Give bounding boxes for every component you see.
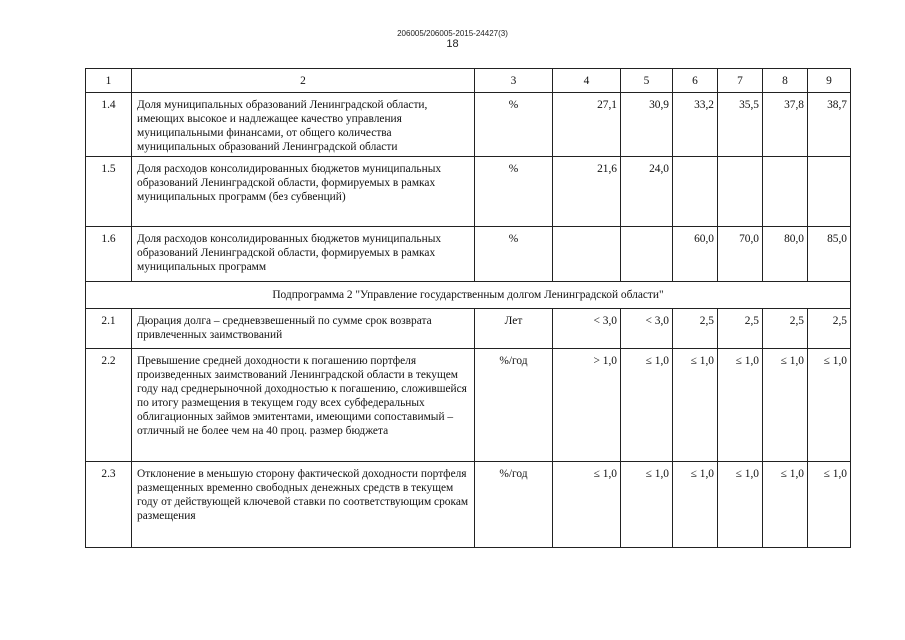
value-cell: ≤ 1,0 xyxy=(621,462,673,548)
value-cell: ≤ 1,0 xyxy=(808,349,851,462)
value-cell xyxy=(763,157,808,227)
indicator-name: Доля расходов консолидированных бюджетов муниципальных образований Ленинградской области, формируемых в рамках муниципальных программ (без субвенций) xyxy=(132,157,475,227)
value-cell: > 1,0 xyxy=(553,349,621,462)
indicators-table xyxy=(85,68,851,548)
value-cell: 33,2 xyxy=(673,93,718,157)
subprogram-title: Подпрограмма 2 "Управление государственным долгом Ленинградской области" xyxy=(86,282,851,309)
value-cell: ≤ 1,0 xyxy=(673,349,718,462)
value-cell: ≤ 1,0 xyxy=(718,349,763,462)
table-row xyxy=(86,462,851,548)
value-cell: < 3,0 xyxy=(621,309,673,349)
page-number: 18 xyxy=(446,38,459,50)
indicator-name: Превышение средней доходности к погашению портфеля произведенных заимствований Ленинградской области в текущем году над среднерыночной доходностью к погашению, сложившейся по итогу размещения в текущем году всех субфедеральных облигационных займов эмитентами, имеющими сопоставимый – отличный не более чем на 40 проц. размер бюджета xyxy=(132,349,475,462)
value-cell: ≤ 1,0 xyxy=(763,349,808,462)
subprogram-row xyxy=(86,282,851,309)
indicator-name: Отклонение в меньшую сторону фактической доходности портфеля размещенных временно свободных денежных средств в текущем году от действующей ключевой ставки по соответствующим срокам размещения xyxy=(132,462,475,548)
value-cell: ≤ 1,0 xyxy=(763,462,808,548)
value-cell: ≤ 1,0 xyxy=(621,349,673,462)
value-cell: 38,7 xyxy=(808,93,851,157)
value-cell: 85,0 xyxy=(808,227,851,282)
value-cell xyxy=(553,227,621,282)
indicator-name: Доля муниципальных образований Ленинградской области, имеющих высокое и надлежащее качество управления муниципальными финансами, от общего количества муниципальных образований Ленинградской области xyxy=(132,93,475,157)
value-cell: 60,0 xyxy=(673,227,718,282)
row-number: 2.1 xyxy=(86,309,132,349)
row-number: 2.3 xyxy=(86,462,132,548)
row-number: 1.5 xyxy=(86,157,132,227)
unit-cell: Лет xyxy=(475,309,553,349)
value-cell: ≤ 1,0 xyxy=(553,462,621,548)
value-cell: 24,0 xyxy=(621,157,673,227)
value-cell: 37,8 xyxy=(763,93,808,157)
value-cell: 2,5 xyxy=(763,309,808,349)
value-cell xyxy=(808,157,851,227)
value-cell: 2,5 xyxy=(808,309,851,349)
value-cell: 30,9 xyxy=(621,93,673,157)
unit-cell: % xyxy=(475,227,553,282)
document-code: 206005/206005-2015-24427(3) xyxy=(397,29,508,38)
column-header: 1 xyxy=(86,69,132,93)
unit-cell: % xyxy=(475,157,553,227)
table-row xyxy=(86,157,851,227)
column-numbers-row xyxy=(86,69,851,93)
value-cell: < 3,0 xyxy=(553,309,621,349)
row-number: 1.6 xyxy=(86,227,132,282)
row-number: 2.2 xyxy=(86,349,132,462)
column-header: 5 xyxy=(621,69,673,93)
column-header: 9 xyxy=(808,69,851,93)
indicator-name: Дюрация долга – средневзвешенный по сумме срок возврата привлеченных заимствований xyxy=(132,309,475,349)
value-cell: 27,1 xyxy=(553,93,621,157)
value-cell: 2,5 xyxy=(718,309,763,349)
value-cell xyxy=(673,157,718,227)
table-row xyxy=(86,349,851,462)
column-header: 2 xyxy=(132,69,475,93)
row-number: 1.4 xyxy=(86,93,132,157)
column-header: 6 xyxy=(673,69,718,93)
value-cell: ≤ 1,0 xyxy=(718,462,763,548)
value-cell: 80,0 xyxy=(763,227,808,282)
table-row xyxy=(86,93,851,157)
value-cell xyxy=(621,227,673,282)
unit-cell: % xyxy=(475,93,553,157)
table-row xyxy=(86,227,851,282)
unit-cell: %/год xyxy=(475,349,553,462)
value-cell: 21,6 xyxy=(553,157,621,227)
value-cell: ≤ 1,0 xyxy=(808,462,851,548)
column-header: 7 xyxy=(718,69,763,93)
column-header: 3 xyxy=(475,69,553,93)
table-row xyxy=(86,309,851,349)
value-cell xyxy=(718,157,763,227)
value-cell: 35,5 xyxy=(718,93,763,157)
value-cell: 70,0 xyxy=(718,227,763,282)
value-cell: 2,5 xyxy=(673,309,718,349)
unit-cell: %/год xyxy=(475,462,553,548)
value-cell: ≤ 1,0 xyxy=(673,462,718,548)
indicator-name: Доля расходов консолидированных бюджетов муниципальных образований Ленинградской области, формируемых в рамках муниципальных программ xyxy=(132,227,475,282)
column-header: 4 xyxy=(553,69,621,93)
column-header: 8 xyxy=(763,69,808,93)
